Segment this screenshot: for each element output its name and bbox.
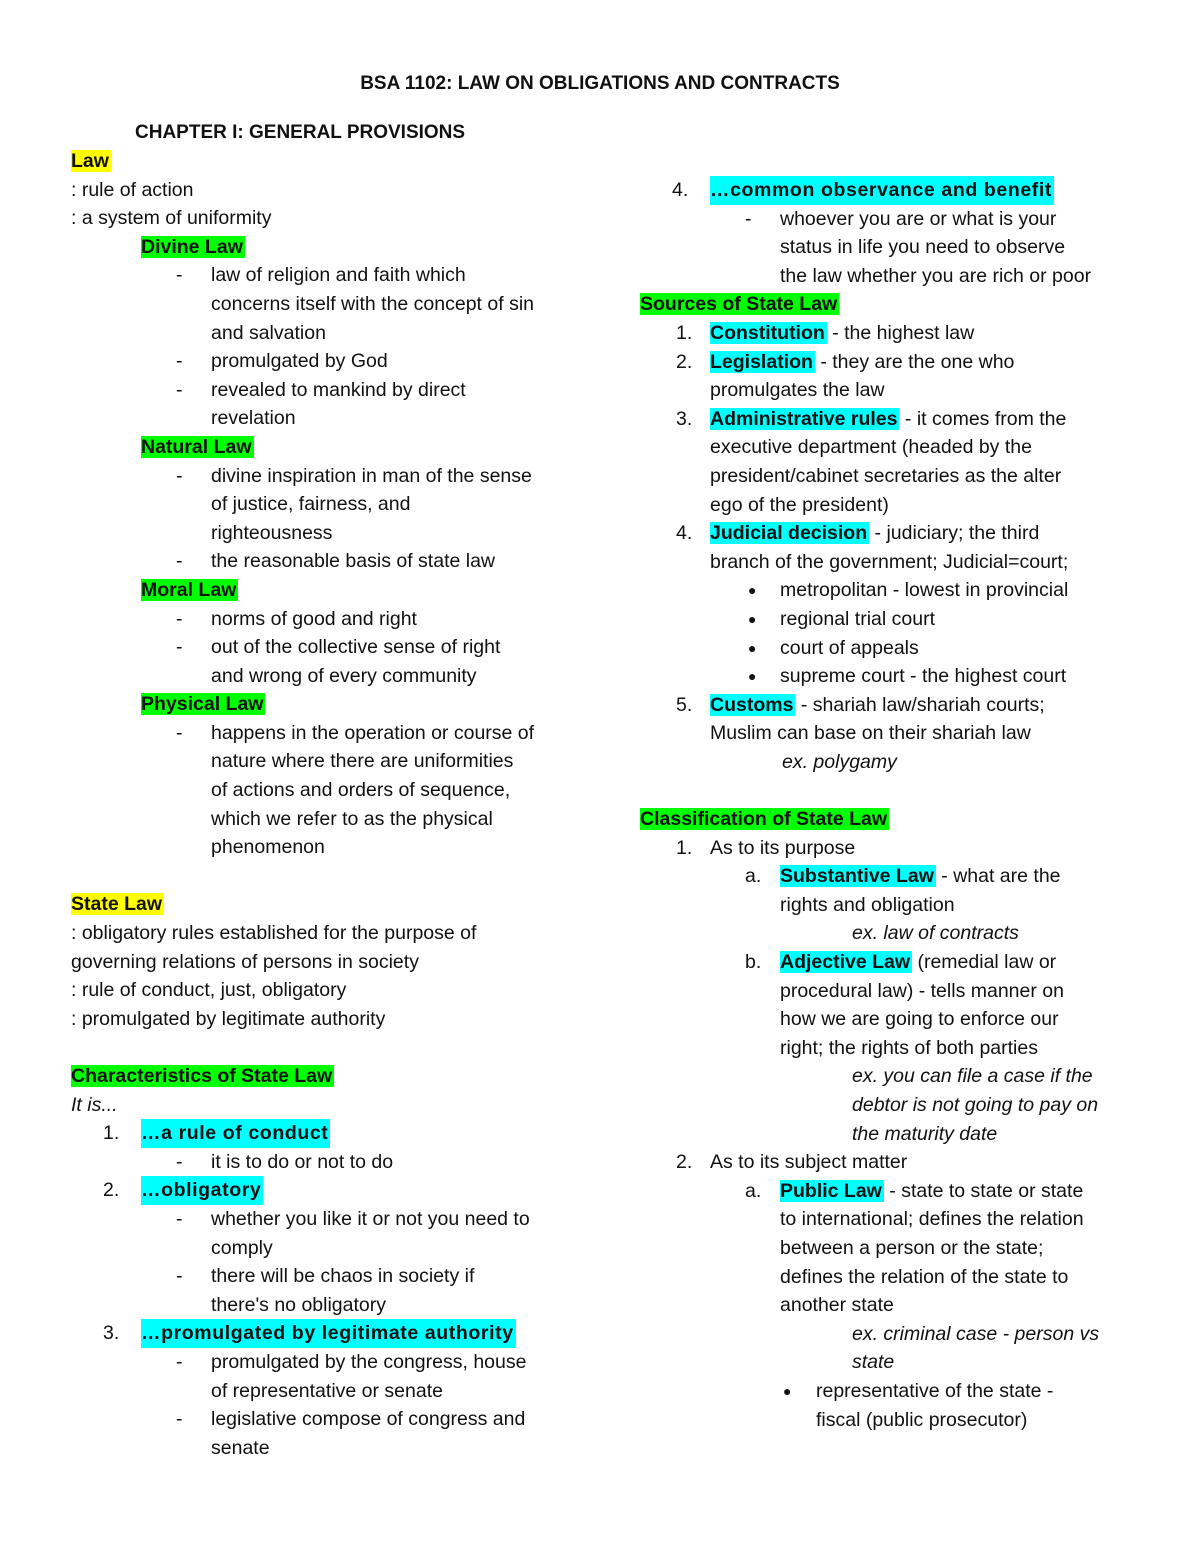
example-text: ex. criminal case - person vs state [852, 1322, 1100, 1374]
characteristics-intro: It is... [71, 1093, 118, 1116]
state-law-definition: : rule of conduct, just, obligatory [71, 979, 347, 1002]
list-item: 1. …a rule of conduct [71, 1119, 591, 1148]
state-law-heading: State Law [71, 893, 163, 916]
law-definition: : a system of uniformity [71, 207, 272, 230]
list-item: - promulgated by God [176, 350, 388, 373]
list-item: - it is to do or not to do [176, 1150, 394, 1173]
bullet-icon: ● [748, 610, 757, 627]
list-item: - norms of good and right [176, 607, 417, 630]
classification-heading: Classification of State Law [640, 808, 888, 831]
list-item: 2. As to its subject matter [676, 1151, 908, 1174]
example-text: ex. polygamy [782, 750, 897, 773]
list-item: - law of religion and faith which concerns itself with the concept of sin and salvation [176, 264, 534, 344]
bullet-icon: ● [748, 639, 757, 656]
list-item: 4. …common observance and benefit [640, 176, 1160, 205]
moral-law-heading: Moral Law [141, 578, 237, 601]
list-item: - there will be chaos in society if there's no obligatory [176, 1265, 475, 1316]
source-label: Constitution [710, 321, 825, 344]
example-text: ex. law of contracts [852, 922, 1019, 945]
court-item: ● metropolitan - lowest in provincial [640, 576, 1160, 605]
chapter-heading: CHAPTER I: GENERAL PROVISIONS [135, 122, 466, 143]
classification-label: Adjective Law [780, 951, 911, 974]
law-heading: Law [71, 150, 109, 172]
characteristic-label: …common observance and benefit [710, 176, 1054, 205]
sources-heading: Sources of State Law [640, 293, 838, 316]
list-item: - divine inspiration in man of the sense of justice, fairness, and righteousness [176, 464, 532, 544]
state-law-definition: governing relations of persons in society [71, 950, 419, 973]
court-item: ● regional trial court [640, 605, 1160, 634]
law-definition: : rule of action [71, 178, 194, 201]
list-item: - whether you like it or not you need to comply [176, 1207, 530, 1259]
list-item: - out of the collective sense of right and wrong of every community [176, 636, 501, 687]
natural-law-heading: Natural Law [141, 435, 252, 458]
source-label: Judicial decision [710, 522, 868, 545]
list-item: 1. As to its purpose [676, 836, 856, 859]
bullet-icon: ● [748, 582, 757, 599]
list-item: - whoever you are or what is your status in life you need to observe the law whether you are rich or poor [745, 207, 1092, 287]
list-item: 2. Legislation - they are the one who promulgates the law [676, 350, 1015, 402]
source-label: Customs [710, 693, 794, 716]
list-item: 5. Customs - shariah law/shariah courts; Muslim can base on their shariah law [676, 693, 1045, 745]
list-item: - promulgated by the congress, house of representative or senate [176, 1350, 527, 1402]
list-item: - the reasonable basis of state law [176, 550, 496, 573]
court-item: ● supreme court - the highest court [640, 662, 1160, 691]
list-item: - happens in the operation or course of nature where there are uniformities of actions and orders of sequence, which we refer to as the physical phenomenon [176, 721, 535, 859]
list-item: b. Adjective Law (remedial law or procedural law) - tells manner on how we are going to enforce our right; the rights of both parties [745, 951, 1064, 1059]
state-law-definition: : promulgated by legitimate authority [71, 1007, 386, 1030]
characteristic-label: …obligatory [141, 1176, 263, 1205]
list-item: 2. …obligatory [71, 1176, 591, 1205]
divine-law-heading: Divine Law [141, 235, 243, 258]
physical-law-heading: Physical Law [141, 693, 264, 716]
list-item: a. Public Law - state to state or state to international; defines the relation between a person or the state; defines the relation of the state to another state [745, 1179, 1084, 1317]
characteristics-heading: Characteristics of State Law [71, 1065, 333, 1087]
list-item: 1. Constitution - the highest law [676, 321, 975, 344]
classification-label: Public Law [780, 1179, 882, 1202]
court-item: ● court of appeals [640, 634, 1160, 663]
bullet-icon: ● [748, 668, 757, 685]
list-item: 4. Judicial decision - judiciary; the third branch of the government; Judicial=court; [676, 522, 1069, 573]
characteristic-label: …a rule of conduct [141, 1119, 330, 1148]
list-item: ● representative of the state - fiscal (public prosecutor) [640, 1377, 1160, 1434]
list-item: a. Substantive Law - what are the rights and obligation [745, 865, 1061, 916]
characteristic-label: …promulgated by legitimate authority [141, 1319, 516, 1348]
source-label: Administrative rules [710, 407, 898, 430]
right-column [640, 176, 1160, 1434]
list-item: - legislative compose of congress and senate [176, 1408, 526, 1459]
list-item: 3. …promulgated by legitimate authority [71, 1319, 591, 1348]
list-item: 3. Administrative rules - it comes from the executive department (headed by the president/cabinet secretaries as the alter ego of the president) [676, 407, 1067, 516]
document-title: BSA 1102: LAW ON OBLIGATIONS AND CONTRACTS [360, 73, 840, 94]
source-label: Legislation [710, 350, 813, 373]
state-law-definition: : obligatory rules established for the purpose of [71, 922, 477, 945]
left-column [71, 147, 591, 1462]
bullet-icon: ● [783, 1382, 792, 1399]
classification-label: Substantive Law [780, 865, 934, 888]
example-text: ex. you can file a case if the debtor is not going to pay on the maturity date [852, 1065, 1099, 1145]
list-item: - revealed to mankind by direct revelation [176, 378, 466, 430]
